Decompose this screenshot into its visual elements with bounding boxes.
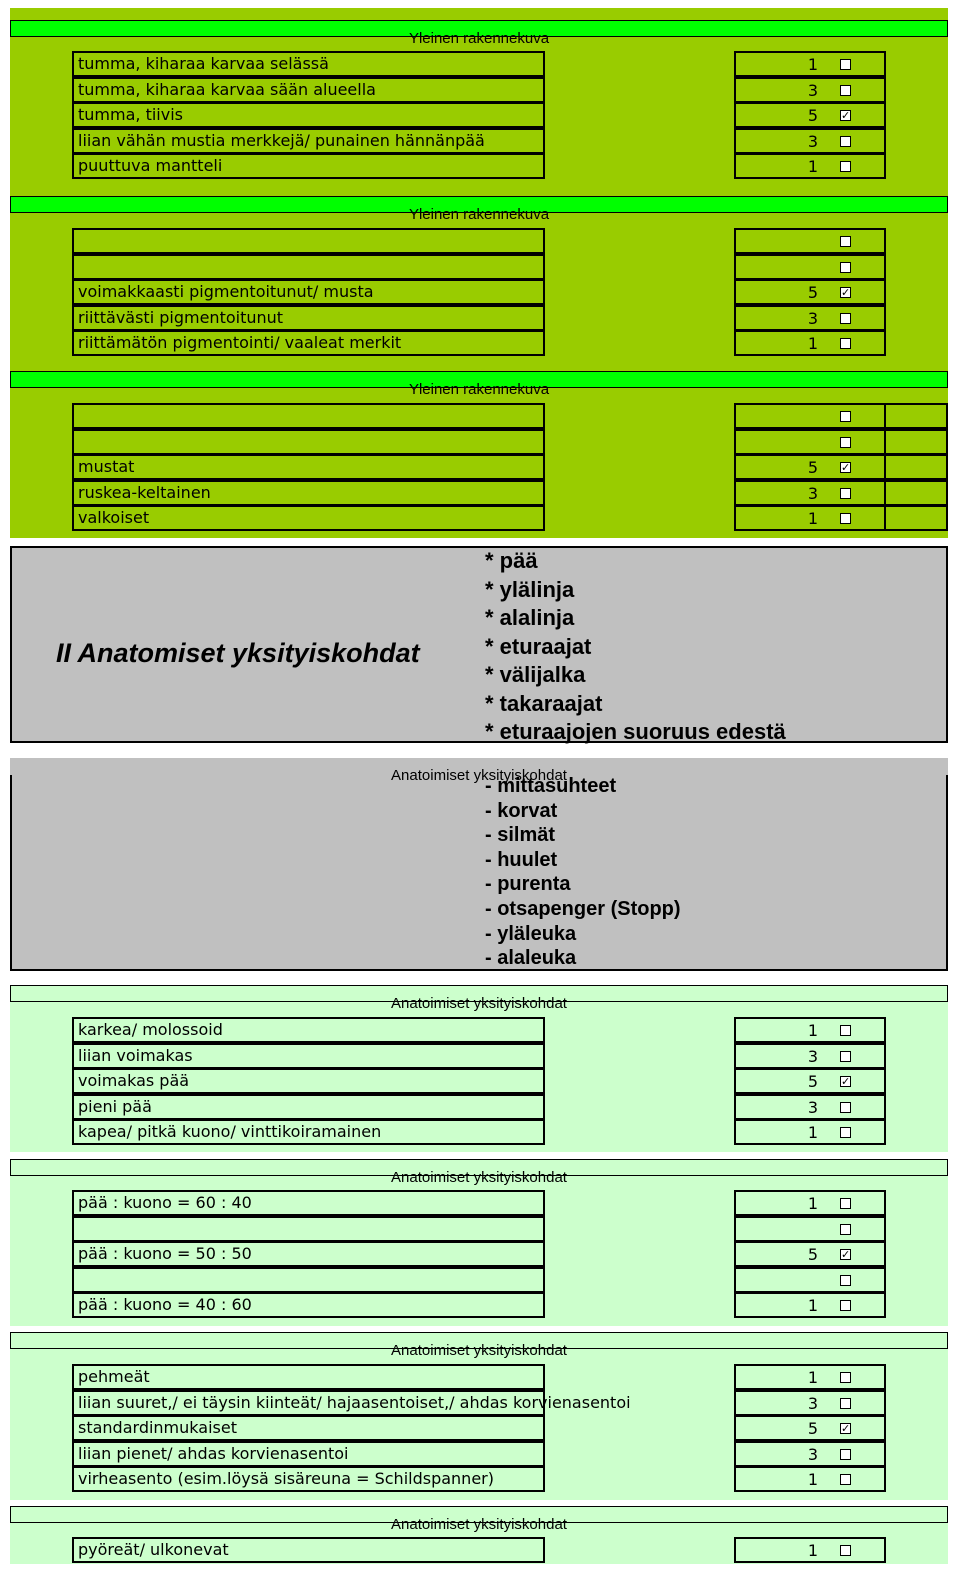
checkbox[interactable]: [840, 1449, 851, 1460]
score-cell: [734, 1292, 886, 1318]
criteria-label: [72, 228, 545, 254]
score-cell: [734, 1119, 886, 1145]
section-header: [10, 1506, 948, 1523]
criteria-label: liian suuret,/ ei täysin kiinteät/ hajaasentoiset,/ ahdas korvienasentoi: [72, 1390, 545, 1416]
checkbox[interactable]: [840, 1474, 851, 1485]
anatomy-title: II Anatomiset yksityiskohdat: [56, 638, 420, 668]
score-cell: [734, 1068, 886, 1094]
score-value: 1: [807, 55, 818, 74]
head-details-list: [485, 774, 681, 971]
anatomy-item: * ylälinja: [485, 576, 575, 602]
score-cell: [734, 429, 886, 455]
score-cell: [734, 1017, 886, 1043]
checkbox[interactable]: [840, 262, 851, 273]
criteria-label: riittävästi pigmentoitunut: [72, 305, 545, 331]
checkbox[interactable]: [840, 1300, 851, 1311]
criteria-label: [72, 1267, 545, 1293]
criteria-label: liian pienet/ ahdas korvienasentoi: [72, 1441, 545, 1467]
section-header: [10, 20, 948, 37]
section-header: [10, 758, 948, 775]
checkbox[interactable]: [840, 1051, 851, 1062]
score-value: 3: [807, 132, 818, 151]
checkbox[interactable]: [840, 313, 851, 324]
section-header: [10, 196, 948, 213]
score-value: 3: [807, 81, 818, 100]
score-cell: [734, 51, 886, 77]
section-header: [10, 371, 948, 388]
score-cell: [734, 1094, 886, 1120]
score-cell: [734, 330, 886, 356]
criteria-label: standardinmukaiset: [72, 1415, 545, 1441]
score-value: 5: [807, 458, 818, 477]
section-header: [10, 985, 948, 1002]
criteria-label: tumma, tiivis: [72, 102, 545, 128]
score-cell: [734, 1364, 886, 1390]
head-detail-item: - huulet: [485, 848, 558, 871]
criteria-label: liian vähän mustia merkkejä/ punainen hännänpää: [72, 128, 545, 154]
anatomy-list: [485, 547, 786, 747]
checkbox[interactable]: [840, 437, 851, 448]
extra-cell: [886, 480, 948, 506]
score-cell: [734, 454, 886, 480]
score-cell: [734, 128, 886, 154]
score-value: 1: [807, 1541, 818, 1560]
anatomy-item: * takaraajat: [485, 690, 603, 716]
criteria-label: pää : kuono = 40 : 60: [72, 1292, 545, 1318]
score-value: 5: [807, 106, 818, 125]
checked-checkbox[interactable]: ✓: [841, 1422, 851, 1435]
criteria-label: mustat: [72, 454, 545, 480]
checkbox[interactable]: [840, 136, 851, 147]
anatomy-item: * eturaajat: [485, 633, 592, 659]
checkbox[interactable]: [840, 1224, 851, 1235]
score-value: 1: [807, 157, 818, 176]
score-cell: [734, 1466, 886, 1492]
score-value: 5: [807, 1245, 818, 1264]
head-detail-item: - korvat: [485, 799, 558, 822]
anatomy-item: * alalinja: [485, 605, 575, 630]
score-value: 3: [807, 1394, 818, 1413]
criteria-label: [72, 254, 545, 280]
criteria-label: riittämätön pigmentointi/ vaaleat merkit: [72, 330, 545, 356]
checked-checkbox[interactable]: ✓: [841, 286, 851, 299]
head-detail-item: - otsapenger (Stopp): [485, 897, 681, 920]
score-value: 1: [807, 1021, 818, 1040]
score-value: 3: [807, 1047, 818, 1066]
checkbox[interactable]: [840, 1127, 851, 1138]
extra-cell: [886, 454, 948, 480]
score-value: 3: [807, 484, 818, 503]
anatomy-item: * välijalka: [485, 662, 586, 687]
section-header: [10, 1332, 948, 1349]
score-cell: [734, 279, 886, 305]
score-cell: [734, 153, 886, 179]
checked-checkbox[interactable]: ✓: [841, 109, 851, 122]
criteria-label: pää : kuono = 60 : 40: [72, 1190, 545, 1216]
criteria-label: valkoiset: [72, 505, 545, 531]
score-cell: [734, 1441, 886, 1467]
score-value: 1: [807, 1470, 818, 1489]
checked-checkbox[interactable]: ✓: [841, 1075, 851, 1088]
head-detail-item: - mittasuhteet: [485, 775, 617, 797]
score-value: 3: [807, 309, 818, 328]
criteria-label: [72, 429, 545, 455]
score-cell: [734, 77, 886, 103]
extra-cell: [886, 505, 948, 531]
score-value: 1: [807, 1296, 818, 1315]
score-value: 1: [807, 1368, 818, 1387]
criteria-label: kapea/ pitkä kuono/ vinttikoiramainen: [72, 1119, 545, 1145]
checked-checkbox[interactable]: ✓: [841, 1248, 851, 1261]
checkbox[interactable]: [840, 513, 851, 524]
score-cell: [734, 305, 886, 331]
criteria-label: [72, 1216, 545, 1242]
score-cell: [734, 254, 886, 280]
score-value: 3: [807, 1098, 818, 1117]
criteria-label: tumma, kiharaa karvaa sään alueella: [72, 77, 545, 103]
head-detail-item: - yläleuka: [485, 922, 577, 945]
score-cell: [734, 1190, 886, 1216]
checkbox[interactable]: [840, 1398, 851, 1409]
criteria-label: tumma, kiharaa karvaa selässä: [72, 51, 545, 77]
head-detail-item: - alaleuka: [485, 947, 577, 970]
score-value: 3: [807, 1445, 818, 1464]
score-cell: [734, 102, 886, 128]
score-cell: [734, 1537, 886, 1563]
head-details-panel: [10, 758, 948, 971]
criteria-label: voimakkaasti pigmentoitunut/ musta: [72, 279, 545, 305]
score-cell: [734, 1043, 886, 1069]
score-value: 5: [807, 1072, 818, 1091]
checked-checkbox[interactable]: ✓: [841, 461, 851, 474]
score-value: 5: [807, 1419, 818, 1438]
criteria-label: puuttuva mantteli: [72, 153, 545, 179]
anatomy-item: * pää: [485, 548, 538, 573]
checkbox[interactable]: [840, 1025, 851, 1036]
score-value: 1: [807, 1194, 818, 1213]
criteria-label: voimakas pää: [72, 1068, 545, 1094]
score-cell: [734, 1241, 886, 1267]
extra-cell: [886, 429, 948, 455]
checkbox[interactable]: [840, 1198, 851, 1209]
criteria-label: pyöreät/ ulkonevat: [72, 1537, 545, 1563]
checkbox[interactable]: [840, 85, 851, 96]
checkbox[interactable]: [840, 411, 851, 422]
checkbox[interactable]: [840, 488, 851, 499]
extra-cell: [886, 403, 948, 429]
section-header: [10, 1159, 948, 1176]
score-cell: [734, 1216, 886, 1242]
score-value: 5: [807, 283, 818, 302]
checkbox[interactable]: [840, 1275, 851, 1286]
checkbox[interactable]: [840, 1102, 851, 1113]
checkbox[interactable]: [840, 59, 851, 70]
checkbox[interactable]: [840, 1545, 851, 1556]
score-cell: [734, 228, 886, 254]
criteria-label: pää : kuono = 50 : 50: [72, 1241, 545, 1267]
checkbox[interactable]: [840, 338, 851, 349]
score-cell: [734, 1390, 886, 1416]
score-value: 1: [807, 509, 818, 528]
score-cell: [734, 1267, 886, 1293]
checkbox[interactable]: [840, 1372, 851, 1383]
score-value: 1: [807, 1123, 818, 1142]
score-value: 1: [807, 334, 818, 353]
score-cell: [734, 403, 886, 429]
anatomy-item: * eturaajojen suoruus edestä: [485, 719, 786, 744]
criteria-label: pieni pää: [72, 1094, 545, 1120]
criteria-label: [72, 403, 545, 429]
criteria-label: virheasento (esim.löysä sisäreuna = Schildspanner): [72, 1466, 545, 1492]
criteria-label: liian voimakas: [72, 1043, 545, 1069]
criteria-label: ruskea-keltainen: [72, 480, 545, 506]
criteria-label: pehmeät: [72, 1364, 545, 1390]
checkbox[interactable]: [840, 161, 851, 172]
head-detail-item: - silmät: [485, 824, 556, 847]
checkbox[interactable]: [840, 236, 851, 247]
score-cell: [734, 480, 886, 506]
score-cell: [734, 1415, 886, 1441]
head-detail-item: - purenta: [485, 873, 571, 896]
score-cell: [734, 505, 886, 531]
criteria-label: karkea/ molossoid: [72, 1017, 545, 1043]
